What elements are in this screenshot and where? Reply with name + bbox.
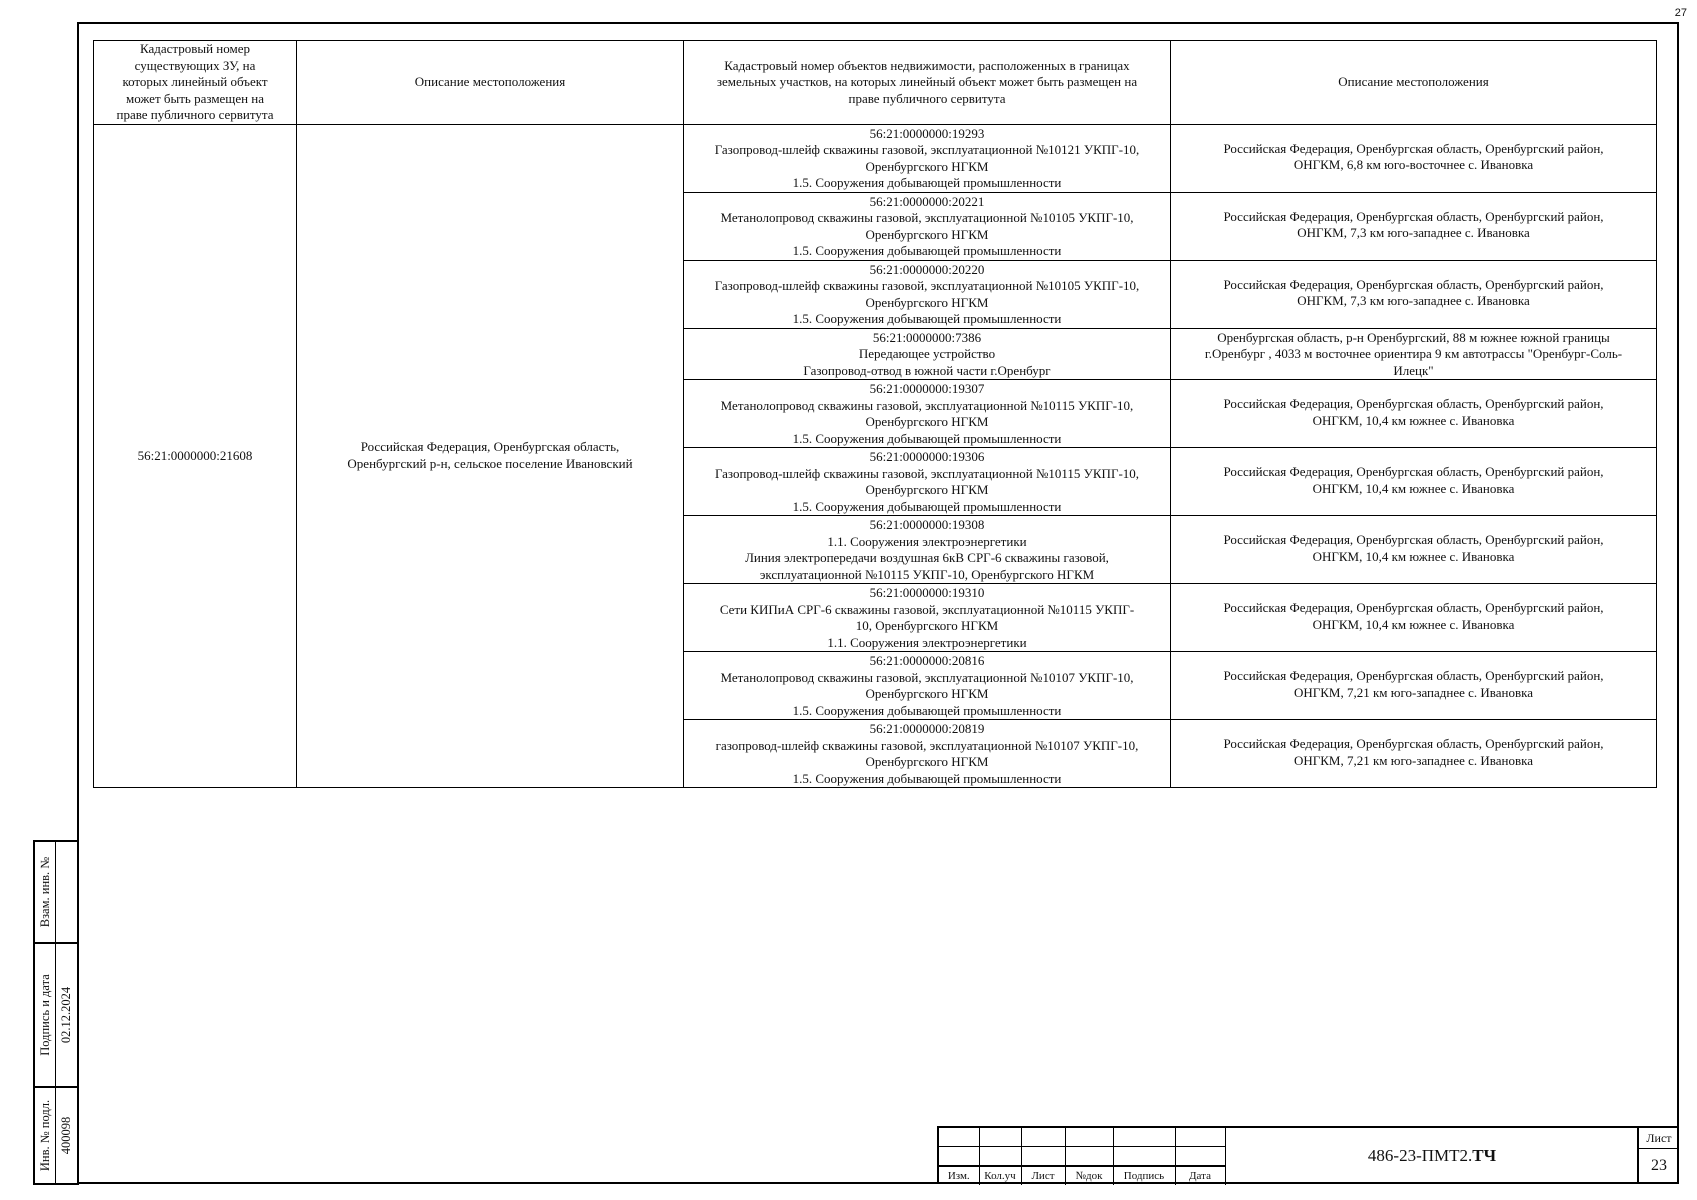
title-block [937, 1126, 1679, 1184]
sheet-label: Лист [1639, 1128, 1679, 1149]
col-list: Лист [1021, 1166, 1065, 1185]
vzam-inv-label: Взам. инв. № [38, 856, 52, 928]
object-cell: 56:21:0000000:7386 Передающее устройство Газопровод-отвод в южной части г.Оренбург [684, 328, 1171, 380]
sign-date-value: 02.12.2024 [59, 986, 73, 1044]
parcel-number-cell: 56:21:0000000:21608 [94, 124, 297, 788]
document-code [1227, 1128, 1639, 1184]
header-parcel-number: Кадастровый номер существующих ЗУ, на которых линейный объект может быть размещен на праве публичного сервитута [94, 41, 297, 125]
table-row [94, 124, 1657, 192]
object-cell: 56:21:0000000:20816 Метанолопровод скважины газовой, эксплуатационной №10107 УКПГ-10, Оренбургского НГКМ 1.5. Сооружения добывающей промышленности [684, 652, 1171, 720]
side-approval-stamp [33, 840, 79, 1185]
header-object-location: Описание местоположения [1171, 41, 1657, 125]
revision-grid [939, 1128, 1226, 1185]
col-izm: Изм. [939, 1166, 979, 1185]
object-location-cell: Российская Федерация, Оренбургская область, Оренбургский район, ОНГКМ, 6,8 км юго-восточнее с. Ивановка [1171, 124, 1657, 192]
object-location-cell: Российская Федерация, Оренбургская область, Оренбургский район, ОНГКМ, 10,4 км южнее с. Ивановка [1171, 448, 1657, 516]
page-corner-number: 27 [1674, 7, 1687, 19]
col-ndok: №док [1065, 1166, 1113, 1185]
servitude-table [93, 40, 1657, 788]
object-cell: 56:21:0000000:20819 газопровод-шлейф скважины газовой, эксплуатационной №10107 УКПГ-10, Оренбургского НГКМ 1.5. Сооружения добывающей промышленности [684, 720, 1171, 788]
object-location-cell: Российская Федерация, Оренбургская область, Оренбургский район, ОНГКМ, 10,4 км южнее с. Ивановка [1171, 516, 1657, 584]
sign-date-cell [35, 944, 79, 1088]
object-location-cell: Российская Федерация, Оренбургская область, Оренбургский район, ОНГКМ, 7,21 км юго-западнее с. Ивановка [1171, 720, 1657, 788]
col-kol-uch: Кол.уч [979, 1166, 1021, 1185]
revision-header-row [939, 1166, 1225, 1185]
sheet-box [1639, 1128, 1679, 1184]
object-cell: 56:21:0000000:19306 Газопровод-шлейф скважины газовой, эксплуатационной №10115 УКПГ-10, Оренбургского НГКМ 1.5. Сооружения добывающей промышленности [684, 448, 1171, 516]
header-object-number: Кадастровый номер объектов недвижимости, расположенных в границах земельных участков, на которых линейный объект может быть размещен на праве публичного сервитута [684, 41, 1171, 125]
vzam-inv-cell [35, 842, 79, 944]
inv-podl-label: Инв. № подл. [38, 1099, 52, 1172]
object-cell: 56:21:0000000:19308 1.1. Сооружения электроэнергетики Линия электропередачи воздушная 6кВ СРГ-6 скважины газовой, эксплуатационной №10115 УКПГ-10, Оренбургского НГКМ [684, 516, 1171, 584]
object-location-cell: Российская Федерация, Оренбургская область, Оренбургский район, ОНГКМ, 10,4 км южнее с. Ивановка [1171, 584, 1657, 652]
object-cell: 56:21:0000000:20221 Метанолопровод скважины газовой, эксплуатационной №10105 УКПГ-10, Оренбургского НГКМ 1.5. Сооружения добывающей промышленности [684, 192, 1171, 260]
parcel-location-cell: Российская Федерация, Оренбургская область, Оренбургский р-н, сельское поселение Ивановский [297, 124, 684, 788]
object-cell: 56:21:0000000:20220 Газопровод-шлейф скважины газовой, эксплуатационной №10105 УКПГ-10, Оренбургского НГКМ 1.5. Сооружения добывающей промышленности [684, 260, 1171, 328]
document-code-suffix: ТЧ [1472, 1146, 1497, 1165]
col-data: Дата [1175, 1166, 1225, 1185]
inv-podl-value: 400098 [59, 1116, 73, 1155]
object-cell: 56:21:0000000:19307 Метанолопровод скважины газовой, эксплуатационной №10115 УКПГ-10, Оренбургского НГКМ 1.5. Сооружения добывающей промышленности [684, 380, 1171, 448]
object-cell: 56:21:0000000:19310 Сети КИПиА СРГ-6 скважины газовой, эксплуатационной №10115 УКПГ- 10, Оренбургского НГКМ 1.1. Сооружения электроэнергетики [684, 584, 1171, 652]
object-location-cell: Оренбургская область, р-н Оренбургский, 88 м южнее южной границы г.Оренбург , 4033 м восточнее ориентира 9 км автотрассы "Оренбург-Соль- Илецк" [1171, 328, 1657, 380]
object-location-cell: Российская Федерация, Оренбургская область, Оренбургский район, ОНГКМ, 10,4 км южнее с. Ивановка [1171, 380, 1657, 448]
object-location-cell: Российская Федерация, Оренбургская область, Оренбургский район, ОНГКМ, 7,3 км юго-западнее с. Ивановка [1171, 192, 1657, 260]
header-parcel-location: Описание местоположения [297, 41, 684, 125]
object-location-cell: Российская Федерация, Оренбургская область, Оренбургский район, ОНГКМ, 7,21 км юго-западнее с. Ивановка [1171, 652, 1657, 720]
object-location-cell: Российская Федерация, Оренбургская область, Оренбургский район, ОНГКМ, 7,3 км юго-западнее с. Ивановка [1171, 260, 1657, 328]
document-code-main: 486-23-ПМТ2. [1367, 1146, 1473, 1165]
col-podpis: Подпись [1113, 1166, 1175, 1185]
sign-date-label: Подпись и дата [38, 974, 52, 1056]
object-cell: 56:21:0000000:19293 Газопровод-шлейф скважины газовой, эксплуатационной №10121 УКПГ-10, Оренбургского НГКМ 1.5. Сооружения добывающей промышленности [684, 124, 1171, 192]
sheet-number: 23 [1651, 1157, 1667, 1174]
table-header-row [94, 41, 1657, 125]
inv-podl-cell [35, 1088, 79, 1185]
